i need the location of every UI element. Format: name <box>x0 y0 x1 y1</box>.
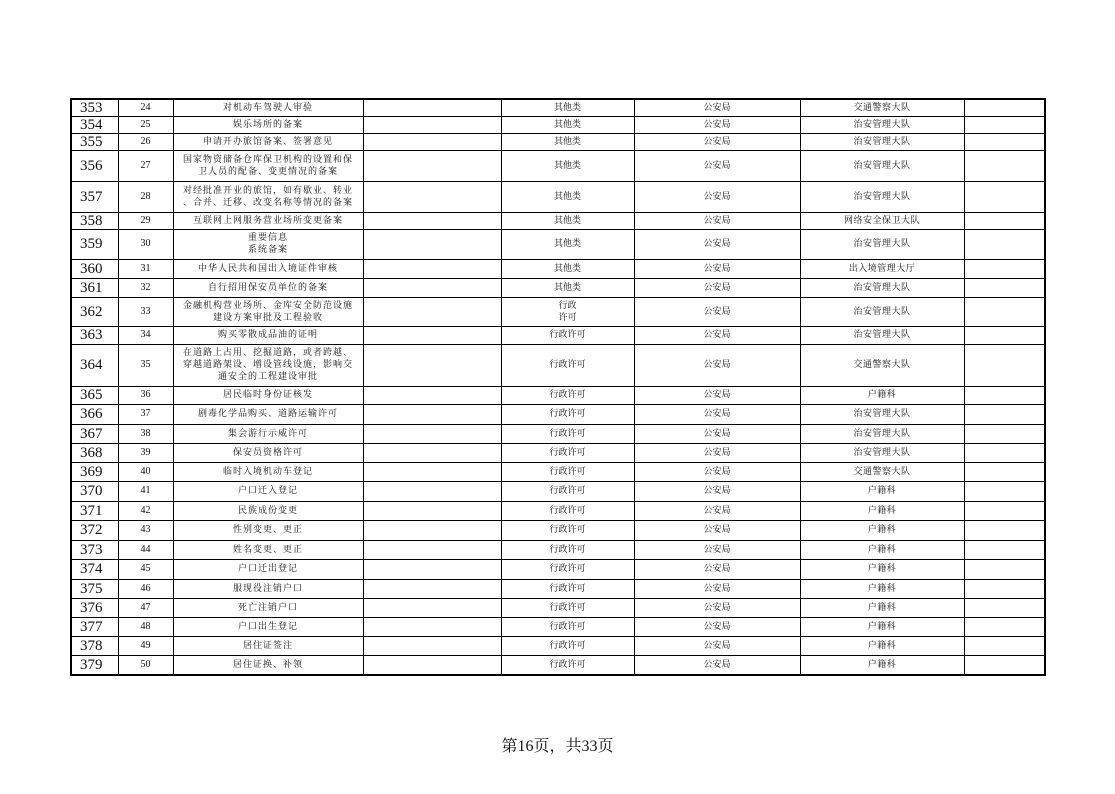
table-row <box>71 520 1045 540</box>
blank-cell <box>363 579 501 598</box>
item-type: 行政 许可 <box>501 297 634 326</box>
handling-unit: 户籍科 <box>800 636 964 655</box>
table-row <box>71 133 1045 150</box>
row-number: 378 <box>71 636 118 655</box>
row-number: 353 <box>71 99 118 116</box>
table-row <box>71 99 1045 116</box>
item-type: 行政许可 <box>501 481 634 501</box>
item-type: 行政许可 <box>501 386 634 404</box>
department: 公安局 <box>634 462 800 481</box>
item-type: 行政许可 <box>501 501 634 520</box>
row-number: 375 <box>71 579 118 598</box>
sequence-number: 48 <box>118 617 173 636</box>
department: 公安局 <box>634 579 800 598</box>
department: 公安局 <box>634 559 800 579</box>
sequence-number: 30 <box>118 229 173 259</box>
sequence-number: 33 <box>118 297 173 326</box>
sequence-number: 29 <box>118 212 173 229</box>
blank-cell <box>964 462 1045 481</box>
row-number: 376 <box>71 598 118 617</box>
item-name: 居民临时身份证核发 <box>173 386 363 404</box>
row-number: 363 <box>71 326 118 344</box>
blank-cell <box>363 133 501 150</box>
row-number: 372 <box>71 520 118 540</box>
table-row <box>71 655 1045 675</box>
item-name: 重要信息 系统备案 <box>173 229 363 259</box>
handling-unit: 交通警察大队 <box>800 462 964 481</box>
item-type: 其他类 <box>501 212 634 229</box>
table-row <box>71 462 1045 481</box>
blank-cell <box>964 501 1045 520</box>
handling-unit: 交通警察大队 <box>800 344 964 386</box>
blank-cell <box>964 617 1045 636</box>
department: 公安局 <box>634 150 800 181</box>
department: 公安局 <box>634 278 800 297</box>
blank-cell <box>363 617 501 636</box>
table-row <box>71 386 1045 404</box>
sequence-number: 45 <box>118 559 173 579</box>
table-row <box>71 181 1045 212</box>
blank-cell <box>964 259 1045 278</box>
item-name: 居住证换、补领 <box>173 655 363 675</box>
blank-cell <box>964 229 1045 259</box>
blank-cell <box>964 150 1045 181</box>
blank-cell <box>964 540 1045 559</box>
blank-cell <box>363 481 501 501</box>
handling-unit: 出入境管理大厅 <box>800 259 964 278</box>
row-number: 368 <box>71 443 118 462</box>
sequence-number: 31 <box>118 259 173 278</box>
table-row <box>71 229 1045 259</box>
table-body <box>71 99 1045 675</box>
item-type: 其他类 <box>501 278 634 297</box>
blank-cell <box>964 326 1045 344</box>
sequence-number: 37 <box>118 404 173 424</box>
item-type: 行政许可 <box>501 520 634 540</box>
blank-cell <box>363 278 501 297</box>
handling-unit: 户籍科 <box>800 598 964 617</box>
item-name: 保安员资格许可 <box>173 443 363 462</box>
table-row <box>71 540 1045 559</box>
item-name: 性别变更、更正 <box>173 520 363 540</box>
item-type: 行政许可 <box>501 617 634 636</box>
handling-unit: 户籍科 <box>800 579 964 598</box>
blank-cell <box>363 150 501 181</box>
item-type: 行政许可 <box>501 598 634 617</box>
item-name: 购买零散成品油的证明 <box>173 326 363 344</box>
handling-unit: 治安管理大队 <box>800 326 964 344</box>
handling-unit: 户籍科 <box>800 520 964 540</box>
sequence-number: 32 <box>118 278 173 297</box>
row-number: 355 <box>71 133 118 150</box>
sequence-number: 26 <box>118 133 173 150</box>
handling-unit: 治安管理大队 <box>800 116 964 133</box>
sequence-number: 43 <box>118 520 173 540</box>
handling-unit: 治安管理大队 <box>800 181 964 212</box>
department: 公安局 <box>634 655 800 675</box>
table-row <box>71 259 1045 278</box>
table-row <box>71 481 1045 501</box>
blank-cell <box>964 181 1045 212</box>
services-table <box>70 98 1046 676</box>
item-name: 户口迁出登记 <box>173 559 363 579</box>
item-name: 居住证签注 <box>173 636 363 655</box>
item-name: 对经批准开业的旅馆，如有歇业、转业 、合并、迁移、改变名称等情况的备案 <box>173 181 363 212</box>
item-type: 行政许可 <box>501 404 634 424</box>
blank-cell <box>964 344 1045 386</box>
item-type: 行政许可 <box>501 443 634 462</box>
item-type: 行政许可 <box>501 540 634 559</box>
blank-cell <box>363 424 501 443</box>
table-row <box>71 559 1045 579</box>
handling-unit: 治安管理大队 <box>800 133 964 150</box>
handling-unit: 治安管理大队 <box>800 443 964 462</box>
item-type: 行政许可 <box>501 655 634 675</box>
department: 公安局 <box>634 540 800 559</box>
sequence-number: 39 <box>118 443 173 462</box>
sequence-number: 41 <box>118 481 173 501</box>
item-name: 户口出生登记 <box>173 617 363 636</box>
department: 公安局 <box>634 99 800 116</box>
handling-unit: 网络安全保卫大队 <box>800 212 964 229</box>
item-type: 行政许可 <box>501 579 634 598</box>
handling-unit: 户籍科 <box>800 559 964 579</box>
department: 公安局 <box>634 598 800 617</box>
sequence-number: 44 <box>118 540 173 559</box>
table-row <box>71 150 1045 181</box>
blank-cell <box>363 326 501 344</box>
department: 公安局 <box>634 617 800 636</box>
blank-cell <box>964 212 1045 229</box>
sequence-number: 46 <box>118 579 173 598</box>
item-type: 其他类 <box>501 259 634 278</box>
row-number: 374 <box>71 559 118 579</box>
row-number: 371 <box>71 501 118 520</box>
handling-unit: 户籍科 <box>800 501 964 520</box>
blank-cell <box>964 636 1045 655</box>
blank-cell <box>363 99 501 116</box>
item-name: 国家物资储备仓库保卫机构的设置和保 卫人员的配备、变更情况的备案 <box>173 150 363 181</box>
row-number: 379 <box>71 655 118 675</box>
department: 公安局 <box>634 404 800 424</box>
table-row <box>71 598 1045 617</box>
sequence-number: 42 <box>118 501 173 520</box>
table-row <box>71 297 1045 326</box>
table-row <box>71 636 1045 655</box>
row-number: 361 <box>71 278 118 297</box>
blank-cell <box>964 99 1045 116</box>
row-number: 370 <box>71 481 118 501</box>
blank-cell <box>363 259 501 278</box>
item-name: 申请开办旅馆备案、签署意见 <box>173 133 363 150</box>
row-number: 354 <box>71 116 118 133</box>
table-row <box>71 617 1045 636</box>
table-row <box>71 344 1045 386</box>
blank-cell <box>964 443 1045 462</box>
blank-cell <box>363 297 501 326</box>
department: 公安局 <box>634 326 800 344</box>
department: 公安局 <box>634 501 800 520</box>
sequence-number: 25 <box>118 116 173 133</box>
item-type: 其他类 <box>501 133 634 150</box>
blank-cell <box>363 344 501 386</box>
sequence-number: 49 <box>118 636 173 655</box>
table-row <box>71 501 1045 520</box>
department: 公安局 <box>634 229 800 259</box>
handling-unit: 户籍科 <box>800 617 964 636</box>
table-row <box>71 116 1045 133</box>
row-number: 377 <box>71 617 118 636</box>
blank-cell <box>964 520 1045 540</box>
blank-cell <box>363 181 501 212</box>
table-row <box>71 579 1045 598</box>
row-number: 356 <box>71 150 118 181</box>
blank-cell <box>964 116 1045 133</box>
item-name: 剧毒化学品购买、道路运输许可 <box>173 404 363 424</box>
row-number: 373 <box>71 540 118 559</box>
handling-unit: 治安管理大队 <box>800 424 964 443</box>
row-number: 360 <box>71 259 118 278</box>
department: 公安局 <box>634 116 800 133</box>
item-type: 行政许可 <box>501 344 634 386</box>
blank-cell <box>363 636 501 655</box>
blank-cell <box>964 559 1045 579</box>
department: 公安局 <box>634 181 800 212</box>
sequence-number: 28 <box>118 181 173 212</box>
department: 公安局 <box>634 259 800 278</box>
blank-cell <box>363 229 501 259</box>
department: 公安局 <box>634 344 800 386</box>
handling-unit: 治安管理大队 <box>800 278 964 297</box>
item-type: 其他类 <box>501 99 634 116</box>
item-name: 服现役注销户口 <box>173 579 363 598</box>
blank-cell <box>363 598 501 617</box>
item-type: 行政许可 <box>501 636 634 655</box>
item-name: 对机动车驾驶人审验 <box>173 99 363 116</box>
blank-cell <box>363 212 501 229</box>
blank-cell <box>964 655 1045 675</box>
sequence-number: 34 <box>118 326 173 344</box>
handling-unit: 治安管理大队 <box>800 404 964 424</box>
sequence-number: 36 <box>118 386 173 404</box>
table-row <box>71 278 1045 297</box>
blank-cell <box>363 501 501 520</box>
handling-unit: 户籍科 <box>800 386 964 404</box>
department: 公安局 <box>634 443 800 462</box>
blank-cell <box>363 540 501 559</box>
handling-unit: 治安管理大队 <box>800 229 964 259</box>
sequence-number: 27 <box>118 150 173 181</box>
page-footer: 第16页，共33页 <box>501 738 614 755</box>
blank-cell <box>964 386 1045 404</box>
item-name: 姓名变更、更正 <box>173 540 363 559</box>
item-type: 行政许可 <box>501 326 634 344</box>
handling-unit: 治安管理大队 <box>800 150 964 181</box>
item-type: 其他类 <box>501 229 634 259</box>
sequence-number: 24 <box>118 99 173 116</box>
department: 公安局 <box>634 133 800 150</box>
department: 公安局 <box>634 386 800 404</box>
department: 公安局 <box>634 212 800 229</box>
item-name: 中华人民共和国出入境证件审核 <box>173 259 363 278</box>
department: 公安局 <box>634 297 800 326</box>
table-row <box>71 443 1045 462</box>
item-type: 其他类 <box>501 116 634 133</box>
table-row <box>71 212 1045 229</box>
item-name: 金融机构营业场所、金库安全防范设施 建设方案审批及工程验收 <box>173 297 363 326</box>
row-number: 358 <box>71 212 118 229</box>
item-type: 行政许可 <box>501 559 634 579</box>
sequence-number: 38 <box>118 424 173 443</box>
blank-cell <box>964 424 1045 443</box>
table-row <box>71 326 1045 344</box>
sequence-number: 50 <box>118 655 173 675</box>
blank-cell <box>363 404 501 424</box>
sequence-number: 47 <box>118 598 173 617</box>
item-name: 在道路上占用、挖掘道路，或者跨越、 穿越道路架设、增设管线设施，影响交 通安全的工程建设审批 <box>173 344 363 386</box>
department: 公安局 <box>634 636 800 655</box>
row-number: 359 <box>71 229 118 259</box>
handling-unit: 交通警察大队 <box>800 99 964 116</box>
blank-cell <box>964 404 1045 424</box>
blank-cell <box>363 559 501 579</box>
blank-cell <box>964 579 1045 598</box>
item-name: 集会游行示威许可 <box>173 424 363 443</box>
row-number: 366 <box>71 404 118 424</box>
department: 公安局 <box>634 481 800 501</box>
department: 公安局 <box>634 520 800 540</box>
blank-cell <box>363 520 501 540</box>
item-name: 互联网上网服务营业场所变更备案 <box>173 212 363 229</box>
blank-cell <box>964 133 1045 150</box>
table-row <box>71 404 1045 424</box>
blank-cell <box>964 297 1045 326</box>
handling-unit: 户籍科 <box>800 481 964 501</box>
blank-cell <box>964 278 1045 297</box>
item-name: 娱乐场所的备案 <box>173 116 363 133</box>
item-type: 行政许可 <box>501 424 634 443</box>
item-name: 民族成份变更 <box>173 501 363 520</box>
blank-cell <box>363 443 501 462</box>
handling-unit: 户籍科 <box>800 655 964 675</box>
table-row <box>71 424 1045 443</box>
item-name: 临时入境机动车登记 <box>173 462 363 481</box>
row-number: 357 <box>71 181 118 212</box>
blank-cell <box>964 598 1045 617</box>
sequence-number: 40 <box>118 462 173 481</box>
row-number: 365 <box>71 386 118 404</box>
sequence-number: 35 <box>118 344 173 386</box>
item-name: 户口迁入登记 <box>173 481 363 501</box>
handling-unit: 户籍科 <box>800 540 964 559</box>
item-name: 自行招用保安员单位的备案 <box>173 278 363 297</box>
blank-cell <box>964 481 1045 501</box>
blank-cell <box>363 655 501 675</box>
handling-unit: 治安管理大队 <box>800 297 964 326</box>
blank-cell <box>363 386 501 404</box>
blank-cell <box>363 462 501 481</box>
row-number: 364 <box>71 344 118 386</box>
department: 公安局 <box>634 424 800 443</box>
row-number: 362 <box>71 297 118 326</box>
row-number: 369 <box>71 462 118 481</box>
item-type: 其他类 <box>501 181 634 212</box>
item-type: 行政许可 <box>501 462 634 481</box>
item-name: 死亡注销户口 <box>173 598 363 617</box>
blank-cell <box>363 116 501 133</box>
row-number: 367 <box>71 424 118 443</box>
item-type: 其他类 <box>501 150 634 181</box>
